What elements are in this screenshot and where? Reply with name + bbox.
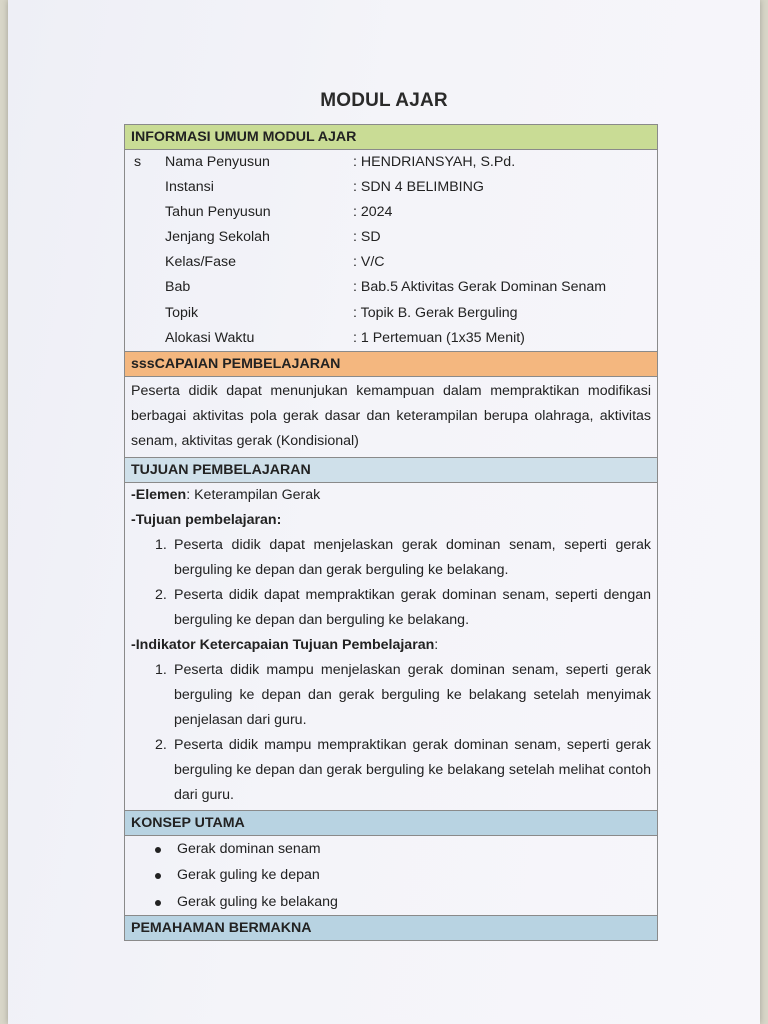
info-label: Kelas/Fase <box>165 254 236 271</box>
informasi-umum-body <box>125 150 657 351</box>
info-value: : V/C <box>353 254 385 271</box>
list-text: Gerak guling ke depan <box>177 867 320 884</box>
list-text: Gerak dominan senam <box>177 840 321 857</box>
list-item <box>125 889 657 916</box>
list-text: Gerak guling ke belakang <box>177 893 338 910</box>
info-value: : Bab.5 Aktivitas Gerak Dominan Senam <box>353 279 607 296</box>
info-value: : SDN 4 BELIMBING <box>353 179 484 196</box>
info-row-tahun <box>125 200 657 225</box>
indikator-label-line <box>125 633 657 658</box>
tujuan-label-line <box>125 508 657 533</box>
info-value: : HENDRIANSYAH, S.Pd. <box>353 154 516 170</box>
info-label: Tahun Penyusun <box>165 204 271 221</box>
tujuan-label: -Tujuan pembelajaran: <box>131 511 282 528</box>
tujuan-body <box>125 483 657 810</box>
informasi-umum-header: INFORMASI UMUM MODUL AJAR <box>125 125 657 150</box>
module-table <box>124 124 658 941</box>
info-marker: s <box>134 154 142 170</box>
info-row-instansi <box>125 175 657 200</box>
list-item <box>125 533 657 583</box>
list-number: 2. <box>155 736 167 753</box>
konsep-list <box>125 836 657 916</box>
info-value: : SD <box>353 229 381 246</box>
info-label: Instansi <box>165 179 214 196</box>
info-row-alokasi <box>125 326 657 351</box>
info-label: Bab <box>165 279 191 296</box>
elemen-line <box>125 483 657 508</box>
info-label: Jenjang Sekolah <box>165 229 270 246</box>
info-label: Nama Penyusun <box>165 154 270 170</box>
info-value: : 2024 <box>353 204 393 221</box>
info-row-bab <box>125 275 657 300</box>
capaian-header: sssCAPAIAN PEMBELAJARAN <box>125 351 657 377</box>
indikator-label: -Indikator Ketercapaian Tujuan Pembelajaran <box>131 636 435 653</box>
list-item <box>125 733 657 810</box>
list-text: Peserta didik mampu mempraktikan gerak dominan senam, seperti gerak berguling ke depan dan gerak berguling ke belakang setelah melihat contoh dari guru. <box>174 736 651 803</box>
list-item <box>125 836 657 863</box>
info-label: Topik <box>165 304 199 321</box>
indikator-colon: : <box>434 636 439 653</box>
info-row-jenjang <box>125 225 657 250</box>
list-item <box>125 658 657 733</box>
elemen-value: : Keterampilan Gerak <box>186 486 321 503</box>
bullet-icon <box>155 847 161 853</box>
elemen-label: -Elemen <box>131 486 187 503</box>
info-value: : Topik B. Gerak Berguling <box>353 304 518 321</box>
info-label: Alokasi Waktu <box>165 329 255 346</box>
indikator-list <box>125 658 657 810</box>
list-number: 1. <box>155 661 167 678</box>
paper-sheet <box>8 0 760 1024</box>
list-text: Peserta didik dapat menjelaskan gerak dominan senam, seperti gerak berguling ke depan dan gerak berguling ke belakang. <box>174 536 651 578</box>
tujuan-header: TUJUAN PEMBELAJARAN <box>125 457 657 483</box>
info-row-nama <box>125 150 657 175</box>
tujuan-list <box>125 533 657 633</box>
bullet-icon <box>155 873 161 879</box>
info-row-topik <box>125 301 657 326</box>
list-item <box>125 862 657 889</box>
info-row-kelas <box>125 250 657 275</box>
list-text: Peserta didik dapat mempraktikan gerak dominan senam, seperti dengan berguling ke depan dan berguling ke belakang. <box>174 586 651 628</box>
list-number: 2. <box>155 586 167 603</box>
list-text: Peserta didik mampu menjelaskan gerak dominan senam, seperti gerak berguling ke depan dan gerak berguling ke belakang setelah menyimak penjelasan dari guru. <box>174 661 651 728</box>
list-number: 1. <box>155 536 167 553</box>
document-title: MODUL AJAR <box>320 90 448 111</box>
info-value: : 1 Pertemuan (1x35 Menit) <box>353 329 525 346</box>
bullet-icon <box>155 900 161 906</box>
konsep-header: KONSEP UTAMA <box>125 810 657 836</box>
list-item <box>125 583 657 633</box>
capaian-text: Peserta didik dapat menunjukan kemampuan dalam mempraktikan modifikasi berbagai aktivitas pola gerak dasar dan keterampilan berupa olahraga, aktivitas senam, aktivitas gerak (Kondisional) <box>131 382 651 449</box>
pemahaman-header: PEMAHAMAN BERMAKNA <box>125 915 657 940</box>
